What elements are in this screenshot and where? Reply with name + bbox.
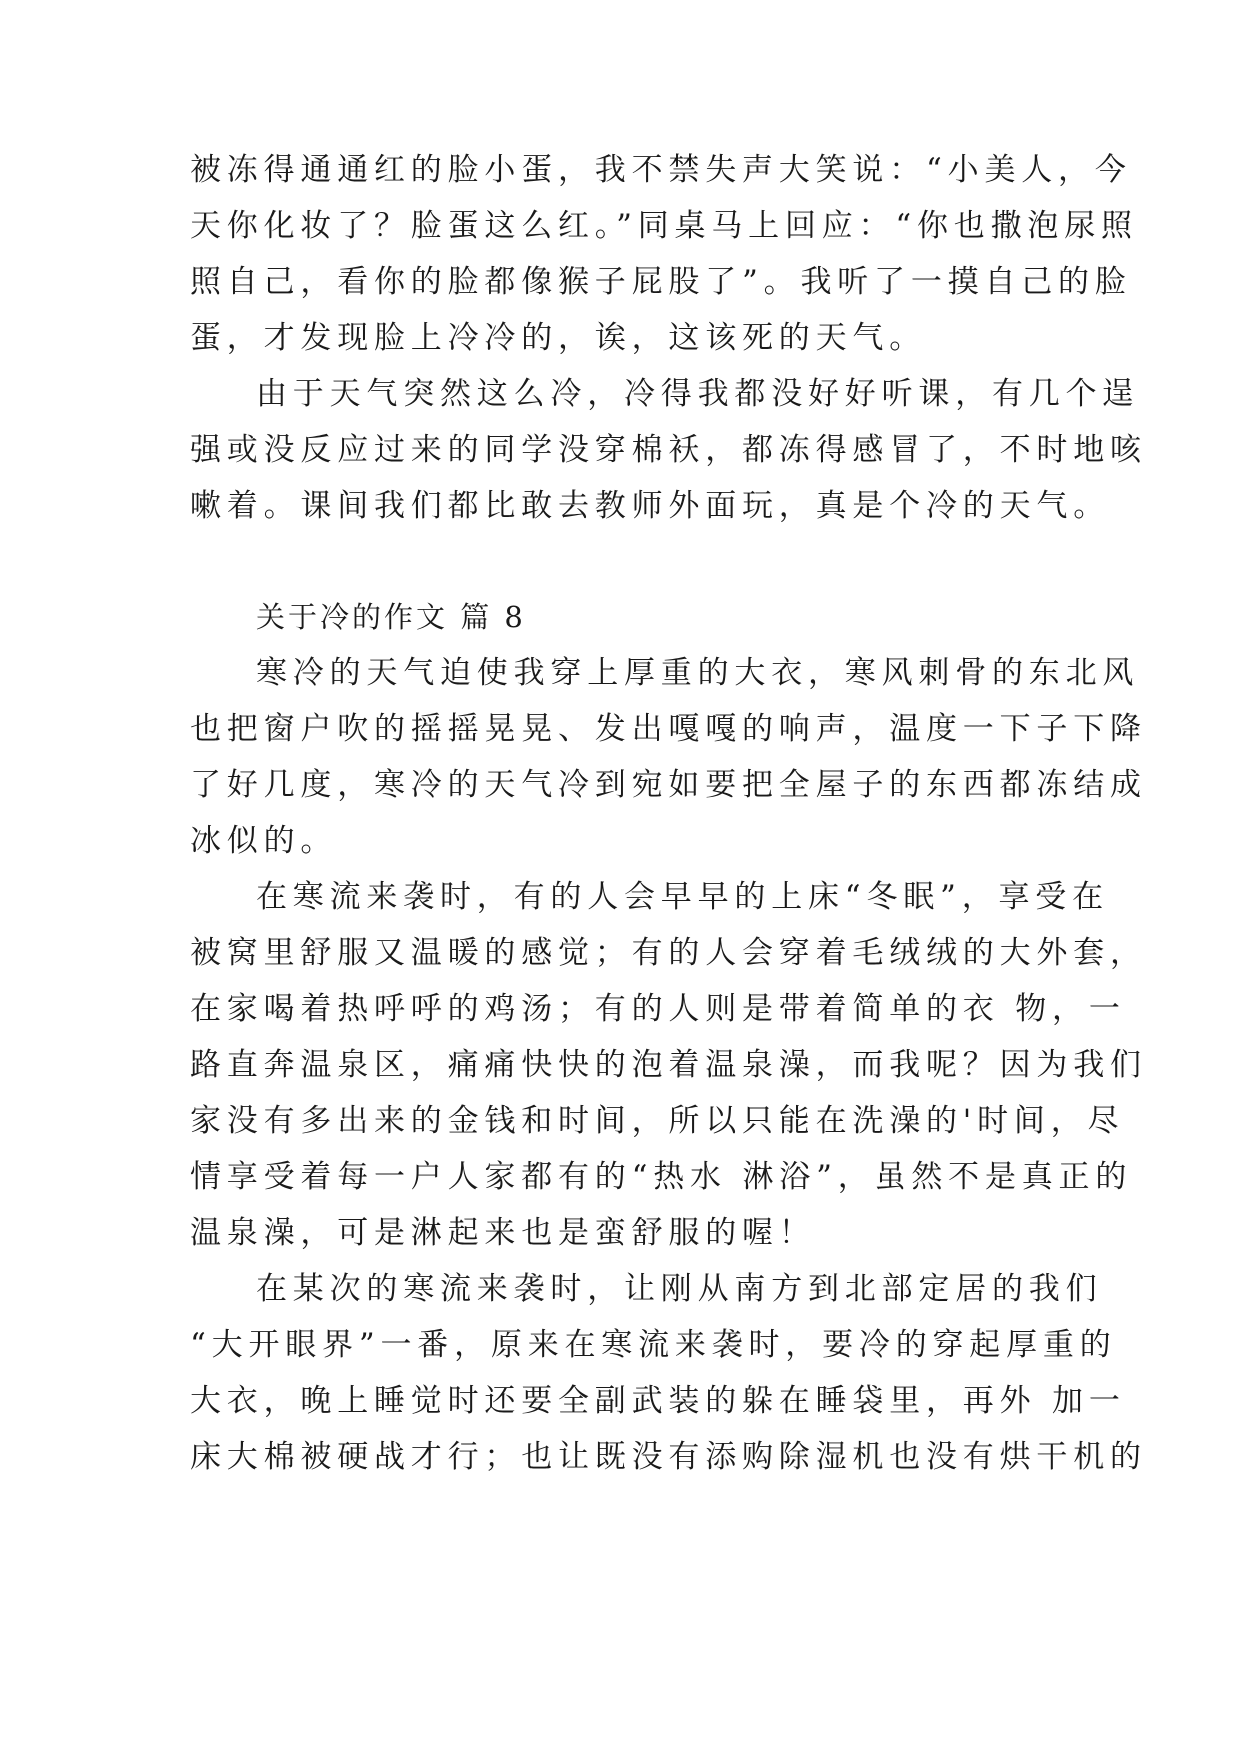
text-line: 嗽着。课间我们都比敢去教师外面玩，真是个冷的天气。 — [190, 488, 1110, 524]
text-line: 被冻得通通红的脸小蛋，我不禁失声大笑说：“小美人，今 — [190, 152, 1132, 188]
paragraph-first-line: 在寒流来袭时，有的人会早早的上床“冬眠”，享受在 — [256, 879, 1109, 915]
paragraph-first-line: 由于天气突然这么冷，冷得我都没好好听课，有几个逞 — [256, 376, 1140, 412]
text-line: 路直奔温泉区，痛痛快快的泡着温泉澡，而我呢？因为我们 — [190, 1047, 1147, 1083]
text-line: 情享受着每一户人家都有的“热水 淋浴”，虽然不是真正的 — [190, 1159, 1133, 1195]
text-line: 蛋，才发现脸上冷冷的，诶，这该死的天气。 — [190, 320, 926, 356]
text-line: 天你化妆了？脸蛋这么红。”同桌马上回应：“你也撒泡尿照 — [190, 208, 1138, 244]
text-line: 了好几度，寒冷的天气冷到宛如要把全屋子的东西都冻结成 — [190, 767, 1147, 803]
section-heading: 关于冷的作文 篇 8 — [256, 600, 526, 634]
text-line: 在家喝着热呼呼的鸡汤；有的人则是带着简单的衣 物，一 — [190, 991, 1126, 1027]
text-line: 被窝里舒服又温暖的感觉；有的人会穿着毛绒绒的大外套， — [190, 935, 1147, 971]
text-line: 温泉澡，可是淋起来也是蛮舒服的喔！ — [190, 1215, 816, 1251]
paragraph-first-line: 在某次的寒流来袭时，让刚从南方到北部定居的我们 — [256, 1271, 1103, 1307]
text-line: 大衣，晚上睡觉时还要全副武装的躲在睡袋里，再外 加一 — [190, 1383, 1126, 1419]
text-line: 也把窗户吹的摇摇晃晃、发出嘎嘎的响声，温度一下子下降 — [190, 711, 1147, 747]
text-line: 家没有多出来的金钱和时间，所以只能在洗澡的'时间，尽 — [190, 1103, 1125, 1139]
text-line: 冰似的。 — [190, 823, 338, 859]
paragraph-first-line: 寒冷的天气迫使我穿上厚重的大衣，寒风刺骨的东北风 — [256, 655, 1140, 691]
text-line: “大开眼界”一番，原来在寒流来袭时，要冷的穿起厚重的 — [190, 1327, 1117, 1363]
text-line: 照自己，看你的脸都像猴子屁股了”。我听了一摸自己的脸 — [190, 264, 1132, 300]
text-line: 强或没反应过来的同学没穿棉袄，都冻得感冒了，不时地咳 — [190, 432, 1147, 468]
text-line: 床大棉被硬战才行；也让既没有添购除湿机也没有烘干机的 — [190, 1439, 1147, 1475]
